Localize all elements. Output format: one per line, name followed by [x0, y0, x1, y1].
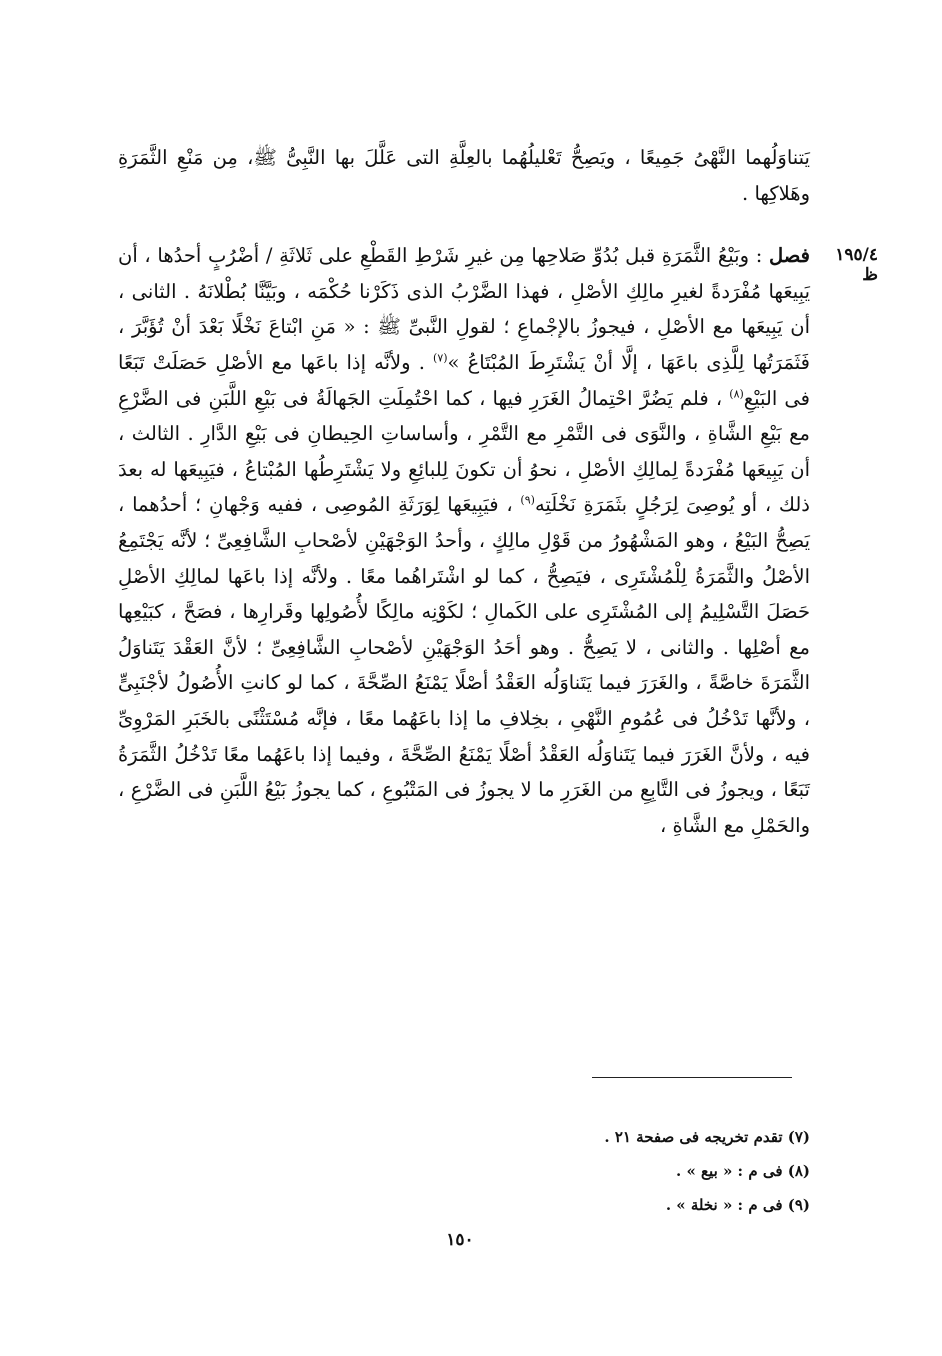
footnote-9: (٩) فى م : « نخلة » .: [665, 1196, 810, 1214]
section-text-part-1: : وبَيْعُ الثَّمَرَةِ قبل بُدُوِّ صَلاحِها مِن غيرِ شَرْطِ القَطْعِ على ثَلاثَةِ / أضْرُبٍ أحدُها ، أن يَبِيعَها مُفْرَدةً لغيرِ مالِكِ الأصْلِ ، فهذا الضَّرْبُ الذى ذَكَرْنا حُكْمَه ، وبَيَّنَّا بُطْلانَهُ . الثانى ، أن يَبِيعَها مع الأصْلِ ، فيجوزُ بالإجْماعِ ؛ لقولِ النَّبىِّ ﷺ : « مَنِ ابْتاعَ نَخْلًا بَعْدَ أنْ تُؤَبَّرَ ، فَثَمَرَتُها لِلَّذِى باعَهَا ، إلَّا أنْ يَشْتَرِطَ المُبْتَاعُ »: [118, 244, 810, 374]
footnote-7: (٧) تقدم تخريجه فى صفحة ٢١ .: [604, 1128, 810, 1146]
footnote-separator: [592, 1077, 792, 1078]
section-paragraph: [118, 238, 810, 843]
footnote-ref-7[interactable]: (٧): [433, 351, 448, 365]
footnote-8: (٨) فى م : « بيع » .: [676, 1162, 810, 1180]
manuscript-folio-marker: ١٩٥/٤ ظ: [835, 245, 878, 285]
footnotes: [450, 1120, 810, 1222]
footnote-ref-8[interactable]: (٨): [729, 387, 744, 401]
section-heading: فصل: [769, 244, 810, 268]
section-text-part-2: . ولأنَّه إذا باعَها مع الأصْلِ حَصَلَتْ تَبَعًا فى البَيْعِ: [118, 350, 810, 410]
section-text-part-3: ، فلم يَضُرَّ احْتِمالُ الغَرَرِ فيها ، كما احْتُمِلَتِ الجَهالَةُ فى بَيْعِ اللَّبَنِ فى الضَّرْعِ مع بَيْعِ الشَّاةِ ، والنَّوَى فى التَّمْرِ مع التَّمْرِ ، وأساساتِ الحِيطانِ فى بَيْعِ الدَّارِ . الثالث ، أن يَبِيعَها مُفْرَدةً لِمالِكِ الأصْلِ ، نحوُ أن تكونَ لِلبائِعِ ولا يَشْتَرِطُها المُبْتاعُ ، فيَبِيعَها له بعدَ ذلك ، أو يُوصِىَ لِرَجُلٍ بثَمَرَةِ نَخْلَتِه: [118, 386, 810, 517]
footnote-ref-9[interactable]: (٩): [520, 493, 535, 507]
main-text: [118, 140, 810, 843]
section-text-part-4: ، فيَبِيعَها لِوَرَثَةِ المُوصِى ، ففيه وَجْهانِ ؛ أحدُهما ، يَصِحُّ البَيْعُ ، وهو المَشْهُورُ من قَوْلِ مالِكٍ ، وأحدُ الوَجْهَيْنِ لأصْحابِ الشَّافِعِىِّ ؛ لأنَّه يَجْتَمِعُ الأصْلُ والثَّمَرَةُ لِلْمُشْتَرِى ، فيَصِحُّ ، كما لو اشْتَراهُما معًا . ولأنَّه إذا باعَها لمالِكِ الأصْلِ حَصَلَ التَّسْلِيمُ إلى المُشْتَرِى على الكَمالِ ؛ لكَوْنِه مالِكًا لأُصُولِها وقَرارِها ، فصَحَّ ، كبَيْعِها مع أصْلِها . والثانى ، لا يَصِحُّ . وهو أحَدُ الوَجْهَيْنِ لأصْحابِ الشَّافِعِىِّ ؛ لأنَّ العَقْدَ يَتَناوَلُ الثَّمَرَةَ خاصَّةً ، والغَرَرَ فيما يَتَناوَلُه العَقْدُ أصْلًا يَمْنَعُ الصِّحَّةَ ، كما لو كانتِ الأُصُولُ لأجْنَبِىٍّ ، ولأنَّها تَدْخُلُ فى عُمُومِ النَّهْىِ ، بخِلافِ ما إذا باعَهُما معًا ، فإنَّه مُسْتَثْنًى بالخَبَرِ المَرْوِىِّ فيه ، ولأنَّ الغَرَرَ فيما يَتَناوَلُه العَقْدُ أصْلًا يَمْنَعُ الصِّحَّةَ ، وفيما إذا باعَهُما معًا تَدْخُلُ الثَّمَرَةُ تَبَعًا ، ويجوزُ فى التَّابِعِ من الغَرَرِ ما لا يجوزُ فى المَتْبُوعِ ، كما يجوزُ بَيْعُ اللَّبَنِ فى الضَّرْعِ ، والحَمْلِ مع الشَّاةِ ،: [118, 493, 810, 837]
page-number: ١٥٠: [446, 1230, 474, 1250]
intro-paragraph: يَتناوَلُهما النَّهْىُ جَمِيعًا ، ويَصِحُّ تَعْليلُهُما بالعِلَّةِ التى عَلَّلَ بها النَّبِىُّ ﷺ، مِن مَنْعِ الثَّمَرَةِ وهَلاكِها .: [118, 146, 810, 205]
